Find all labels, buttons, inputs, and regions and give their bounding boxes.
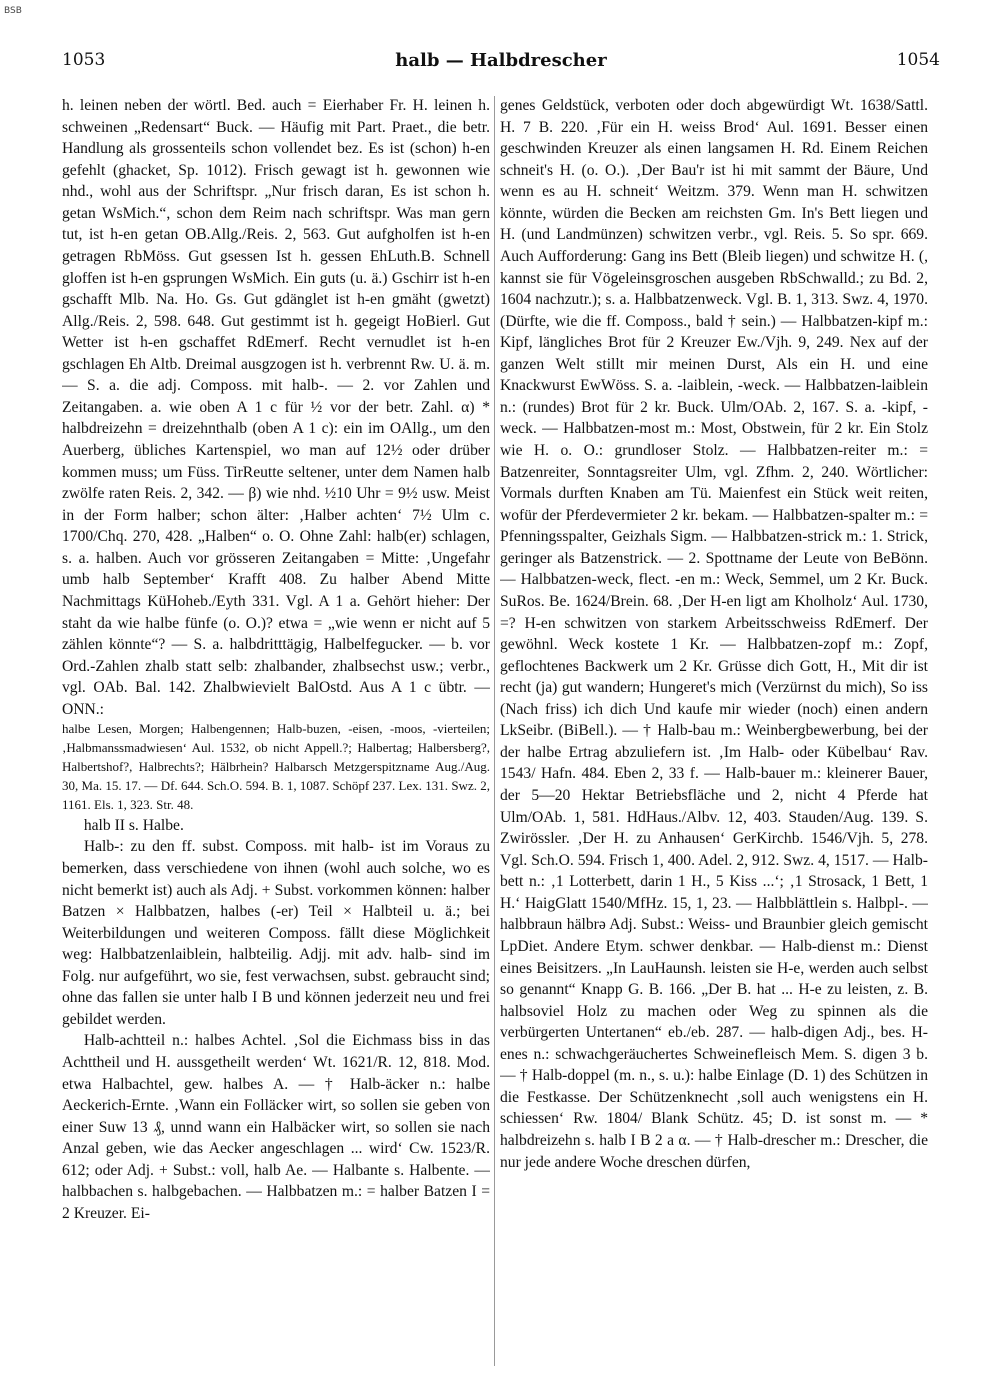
page-header: [62, 50, 940, 80]
left-column: [62, 95, 490, 1380]
left-paragraph-2: halbe Lesen, Morgen; Halbengennen; Halb-buzen, -eisen, -moos, -vierteilen; ‚Halbmanssmadwiesen‘ Aul. 1532, ob nicht Appell.?; Halbertag; Halbersberg?, Halbertshof?, Halbrechts?; Hälbrhein? Halbarsch Metzgerspitzname Aug./Aug. 30, Ma. 15. 17. — Df. 644. Sch.O. 594. B. 1, 1087. Schöpf 237. Lex. 131. Swz. 2, 1161. Els. 1, 323. Str. 48.: [62, 721, 490, 812]
left-paragraph-4: Halb-: zu den ff. subst. Composs. mit halb- ist im Voraus zu bemerken, dass verschiedene von ihnen (wohl auch solche, wo es nicht bemerkt ist) auch als Adj. + Subst. vorkommen können: halber Batzen × Halbbatzen, halbes (-er) Teil × Halbteil u. ä.; bei Weiterbildungen und weiteren Composs. fällt diese Möglichkeit weg: Halbbatzenlaiblein, halbteilig. Adjj. mit adv. halb- sind im Folg. nur aufgeführt, wo sie, fest verwachsen, subst. gebraucht sind; ohne das fallen sie unter halb I B und können jederzeit neu und frei gebildet werden.: [62, 838, 490, 1028]
running-title: halb — Halbdrescher: [395, 50, 607, 71]
left-paragraph-3: halb II s. Halbe.: [83, 816, 184, 834]
column-divider: [494, 96, 495, 1366]
left-paragraph-5: Halb-achtteil n.: halbes Achtel. ‚Sol die Eichmass biss in das Achttheil und H. aussgetheilt werden‘ Wt. 1621/R. 12, 818. Mod. etwa Halbachtel, gew. halbes A. — † Halb-äcker n.: halbe Aeckerich-Ernte. ‚Wann ein Folläcker wirt, so sollen sie geben von einer Suw 13 ₰, unnd wann ein Halbäcker wirt, so sollen sie nach Anzal geben, wie das Aecker angeschlagen ... wird‘ Cw. 1523/R. 612; oder Adj. + Subst.: voll, halb Ae. — Halbante s. Halbente. — halbbachen s. halbgebachen. — Halbbatzen m.: = halber Batzen I = 2 Kreuzer. Ei-: [62, 1032, 490, 1222]
right-column: [500, 95, 928, 1380]
right-paragraph-1: genes Geldstück, verboten oder doch abgewürdigt Wt. 1638/Sattl. H. 7 B. 220. ‚Für ein H. weiss Brod‘ Aul. 1691. Besser einen geschwinden Kreuzer als einen langsamen H. Rd. Einem Reichen schneit's H. (o. O.). ‚Der Bau'r ist hi mit sammt der Bäure, Und wenn es au H. schneit‘ Weitzm. 379. Wenn man H. schwitzen könnte, würden die Becken am reichsten Gm. In's Bett liegen und H. (und Landmünzen) schwitzen verbr., vgl. Reis. 5. So spr. 669. Auch Aufforderung: Gang ins Bett (Bleib liegen) und schwitze H. (, kannst sie für Vögeleinsgroschen ausgeben RbSchwalld.; zu Bd. 2, 1604 nachzutr.); s. a. Halbbatzenweck. Vgl. B. 1, 313. Swz. 4, 1970. (Dürfte, wie die ff. Composs., bald † sein.) — Halbbatzen-kipf m.: Kipf, längliches Brot für 2 Kreuzer Ew./Vjh. 9, 249. Nex auf der ganzen Welt stillt mir meinen Durst, Als ein H. und eine Knackwurst EwWöss. S. a. -laiblein, -weck. — Halbbatzen-laiblein n.: (rundes) Brot für 2 kr. Buck. Ulm/OAb. 2, 167. S. a. -kipf, -weck. — Halbbatzen-most m.: Most, Obstwein, für 2 kr. Ein Stolz wie H. o. O.: grundloser Stolz. — Halbbatzen-reiter m.: = Batzenreiter, Sonntagsreiter Ulm, vgl. Zfhm. 2, 240. Wörtlicher: Vormals durften Knaben am Tü. Maienfest ein Stück weit reiten, wofür der Pferdevermieter 2 kr. bekam. — Halbbatzen-spalter m.: = Pfenningsspalter, Geizhals Sigm. — Halbbatzen-strick m.: 1. Strick, geringer als Batzenstrick. — 2. Spottname der Leute von BeBönn. — Halbbatzen-weck, flect. -en m.: Weck, Semmel, um 2 Kr. Buck. SuRos. Be. 1624/Brein. 68. ‚Der H-en ligt am Kholholz‘ Aul. 1730, =? H-en schwitzen von starkem Arbeitsschweiss RdEmerf. Der gewöhnl. Weck kostete 1 Kr. — Halbbatzen-zopf m.: Zopf, geflochtenes Backwerk um 2 Kr. Grüsse dich Gott, H., Mit dir ist recht (ja) gut wandern; Hungeret's mich (Verzürnst du mich), So iss (Nach friss) ich dich Und kaufe mir wieder (noch) einen andern LkSeibr. (BiBell.). — † Halb-bau m.: Weinbergbewerbung, bei der der halbe Ertrag abzuliefern ist. ‚Im Halb- oder Kübelbau‘ Rav. 1543/ Hafn. 484. Eben 2, 33 f. — Halb-bauer m.: kleinerer Bauer, der 5—20 Hektar Betriebsfläche und 2, nicht 4 Pferde hat Ulm/OAb. 1, 581. HdHaus./Albv. 12, 403. Stauden/Aug. 139. S. Zwirössler. ‚Der H. zu Anhausen‘ GerKirchb. 1546/Vjh. 5, 278. Vgl. Sch.O. 594. Frisch 1, 400. Adel. 2, 912. Swz. 4, 1517. — Halb-bett n.: ‚1 Lotterbett, darin 1 H., 5 Kiss ...‘; ‚1 Strosack, 1 Bett, 1 H.‘ HaigGlatt 1540/MfHz. 15, 1, 23. — Halbblättlein s. Halbpl-. — halbbraun hälbrə Adj. Subst.: Weiss- und Braunbier gleich gemischt LpDiet. Andere Etym. schwer denkbar. — Halb-dienst m.: Dienst eines Beisitzers. „In LauHaunsh. leisten sie H-e, werden auch selbst so genannt“ Knapp G. B. 166. „Der B. hat ... H-e zu leisten, z. B. halbsoviel Holz zu machen oder Weg zu spinnen als die verbürgerten Untertanen“ eb./eb. 287. — halb-digen Adj., bes. H-enes n.: schwachgeräuchertes Schweinefleisch Mem. S. digen 3 b. — † Halb-doppel (m. n., s. u.): halbe Einlage (D. 1) des Schützen in die Festkasse. Der Schützenknecht ‚soll auch wenigstens ein H. schiessen‘ Rw. 1804/ Blank Schütz. 45; D. ist sonst m. — * halbdreizehn s. halb I B 2 a α. — † Halb-drescher m.: Drescher, die nur jede andere Woche dreschen dürfen,: [500, 97, 928, 1171]
right-page-number: 1054: [896, 50, 940, 70]
left-page-number: 1053: [62, 50, 106, 70]
library-stamp: BSB: [4, 6, 22, 16]
left-paragraph-1: h. leinen neben der wörtl. Bed. auch = Eierhaber Fr. H. leinen h. schweinen „Redensart“ Buck. — Häufig mit Part. Praet., die betr. Handlung als grossenteils schon vollendet bez. Es ist (schon) h-en gefehlt (ghacket, Sp. 1012). Frisch gewagt ist h. gewonnen wie nhd., wohl aus der Schriftspr. „Nur frisch daran, Es ist schon h. getan WsMich.“, schon dem Reim nach schriftspr. Was man gern tut, ist h-en getan OB.Allg./Reis. 2, 563. Gut aufgholfen ist h-en getragen RbMöss. Gut gsessen Ist h. gessen EhLuth.B. Schnell gloffen ist h-en gsprungen WsMich. Ein guts (u. ä.) Gschirr ist h-en gschafft Mlb. Na. Ho. Gs. Gut gdänglet ist h-en gmäht (gwetzt) Allg./Reis. 2, 598. 648. Gut gestimmt ist h. gegeigt HoBierl. Gut Wetter ist h-en gschaffet RdEmerf. Recht vernudlet ist h-en gschlagen Eh Altb. Dreimal ausgzogen ist h. verbrennt Rw. U. ä. m. — S. a. die adj. Composs. mit halb-. — 2. vor Zahlen und Zeitangaben. a. wie oben A 1 c für ½ vor der betr. Zahl. α) * halbdreizehn = dreizehnthalb (oben A 1 c): ein im OAllg., um den Auerberg, übliches Kartenspiel, wo man auf 12½ oder drüber kommen muss; um Füss. TirReutte seltener, unter dem Namen halb zwölfe raten Reis. 2, 342. — β) wie nhd. ½10 Uhr = 9½ usw. Meist in der Form halber; schon älter: ‚Halber achten‘ 7½ Ulm c. 1700/Chq. 270, 428. „Halben“ o. O. Ohne Zahl: halb(er) schlagen, s. a. halben. Auch vor grösseren Zeitangaben = Mitte: ‚Ungefahr umb halb September‘ Krafft 408. Zu halber Abend Mitte Nachmittags KüHoheb./Eyth 331. Vgl. A 1 a. Gehört hieher: Der staht da wie halbe fünfe (o. O.)? etwa = „wie wenn er nicht auf 5 zählen könnte“? — S. a. halbdritttägig, Halbelfegucker. — b. vor Ord.-Zahlen zhalb statt selb: zhalbander, zhalbsechst usw.; verbr., vgl. OAb. Bal. 142. Zhalbwievielt BalOstd. Aus A 1 c übtr. — ONN.:: [62, 97, 490, 718]
